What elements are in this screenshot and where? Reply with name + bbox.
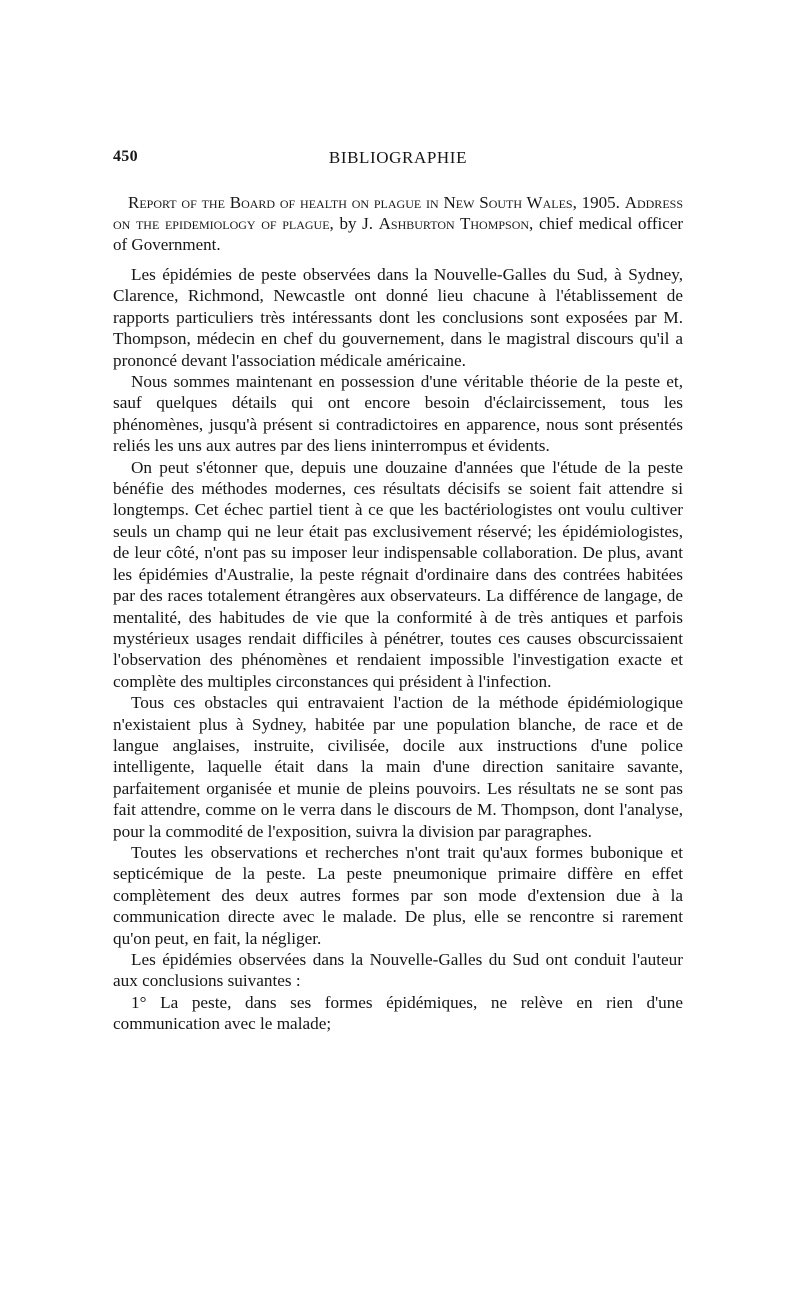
running-title: BIBLIOGRAPHIE xyxy=(328,148,468,167)
paragraph: Les épidémies de peste observées dans la Nouvelle-Galles du Sud, à Sydney, Clarence, Richmond, Newcastle ont donné lieu chacune à l'établissement de rapports particuliers très intéressants dont les conclusions sont exposées par M. Thompson, médecin en chef du gouvernement, dans le magistral discours qu'il a prononcé devant l'association médicale américaine. xyxy=(113,265,683,370)
address-title: Address on the epidemiology of plague, xyxy=(113,193,683,233)
by-text: by J. xyxy=(339,214,373,233)
review-body xyxy=(113,264,683,1035)
author-role: chief medical officer of Government. xyxy=(113,214,684,254)
paragraph: Nous sommes maintenant en possession d'une véritable théorie de la peste et, sauf quelques détails qui ont encore besoin d'éclaircissement, tous les phénomènes, jusqu'à présent si contradictoires en apparence, nous sont présentés reliés les uns aux autres par des liens ininterrompus et évidents. xyxy=(113,372,683,456)
report-year: 1905. xyxy=(581,193,620,212)
document-page xyxy=(113,148,683,1035)
paragraph: 1° La peste, dans ses formes épidémiques, ne relève en rien d'une communication avec le malade; xyxy=(113,992,683,1034)
report-citation xyxy=(113,192,683,255)
paragraph: Les épidémies observées dans la Nouvelle-Galles du Sud ont conduit l'auteur aux conclusions suivantes : xyxy=(113,950,683,991)
report-title: Report of the Board of health on plague in New South Wales, xyxy=(128,193,577,212)
author-name: Ashburton Thompson, xyxy=(378,214,534,233)
paragraph: On peut s'étonner que, depuis une douzaine d'années que l'étude de la peste bénéfie des méthodes modernes, ces résultats décisifs se soient fait attendre si longtemps. Cet échec partiel tient à ce que les bactériologistes ont voulu cultiver seuls un champ qui ne leur était pas exclusivement réservé; les épidémiologistes, de leur côté, n'ont pas su imposer leur indispensable collaboration. De plus, avant les épidémies d'Australie, la peste régnait d'ordinaire dans des contrées habitées par des races totalement étrangères aux observateurs. La différence de langage, de mentalité, des habitudes de vie que la conformité à de très antiques et parfois mystérieux usages rendait difficiles à pénétrer, toutes ces causes obscurcissaient l'observation des phénomènes et rendaient impossible l'investigation exacte et complète des multiples circonstances qui président à l'infection. xyxy=(113,457,683,691)
page-number: 450 xyxy=(113,148,138,165)
paragraph: Toutes les observations et recherches n'ont trait qu'aux formes bubonique et septicémique de la peste. La peste pneumonique primaire diffère en effet complètement des deux autres formes par son mode d'extension due à la communication directe avec le malade. De plus, elle se rencontre si rarement qu'on peut, en fait, la négliger. xyxy=(113,842,683,948)
running-header xyxy=(113,148,683,174)
paragraph: Tous ces obstacles qui entravaient l'action de la méthode épidémiologique n'existaient plus à Sydney, habitée par une population blanche, de race et de langue anglaises, instruite, civilisée, docile aux instructions d'une police intelligente, laquelle était dans la main d'une direction sanitaire savante, parfaitement organisée et munie de pleins pouvoirs. Les résultats ne se sont pas fait attendre, comme on le verra dans le discours de M. Thompson, dont l'analyse, pour la commodité de l'exposition, suivra la division par paragraphes. xyxy=(113,693,683,841)
